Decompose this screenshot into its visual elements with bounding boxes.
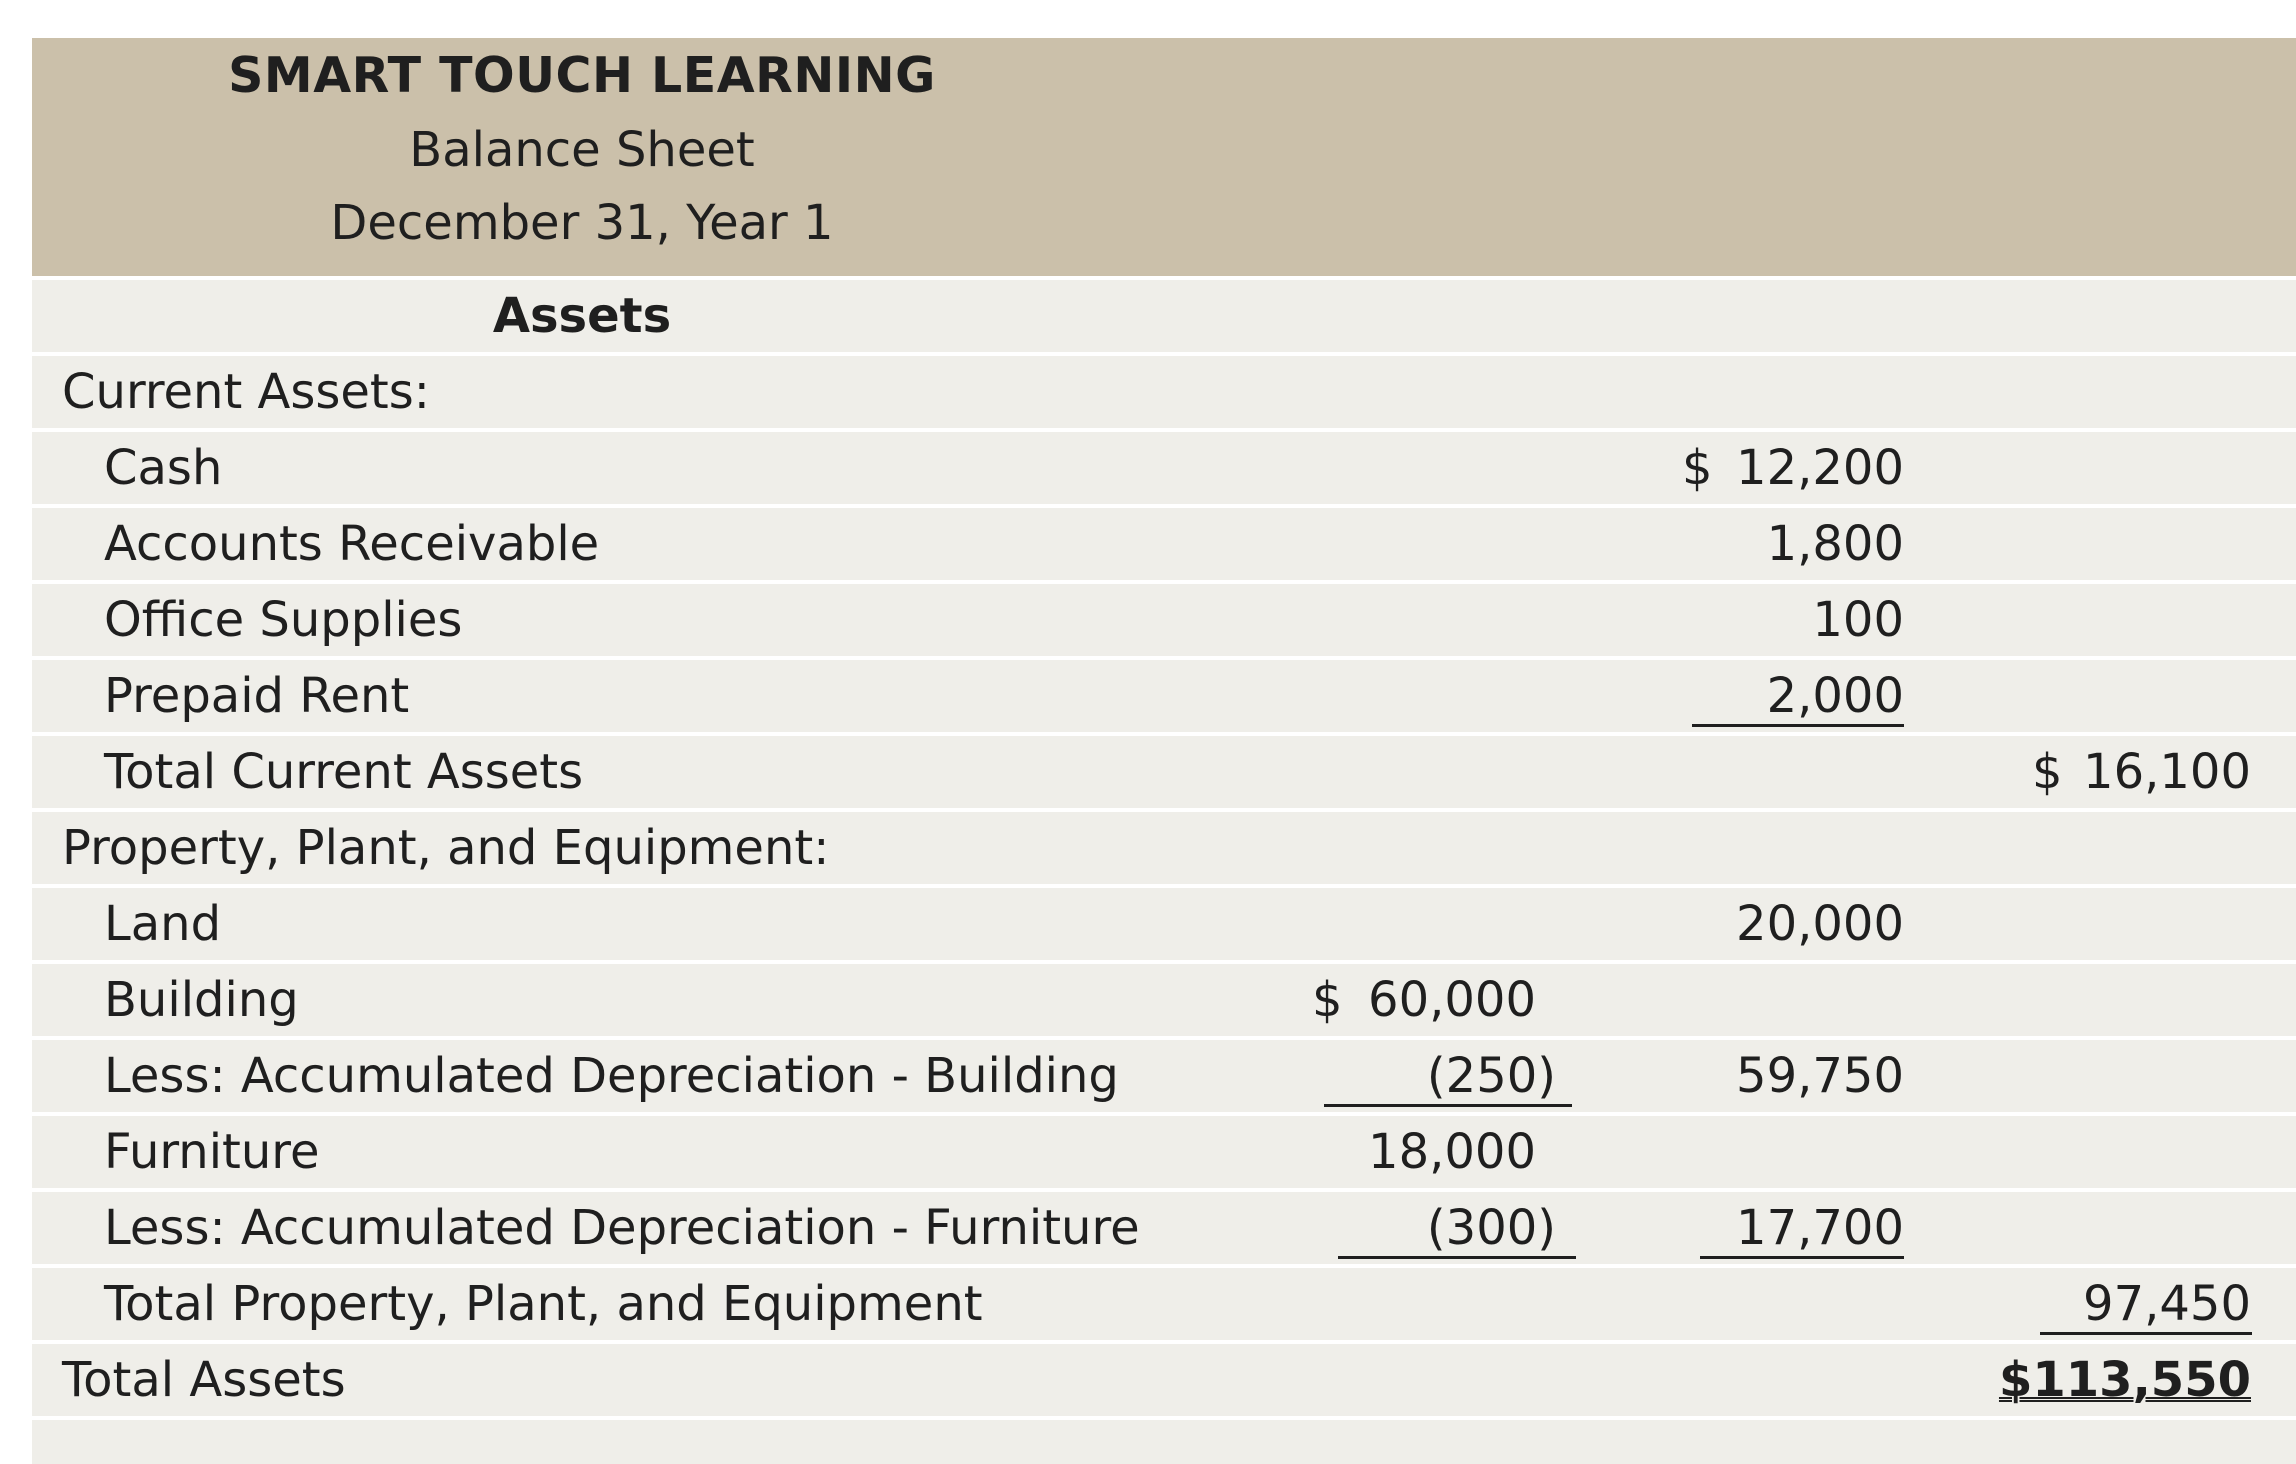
accum-furniture-amount: (300) — [1426, 1200, 1556, 1256]
building-net-amount: 59,750 — [1736, 1048, 1904, 1104]
building-amount: 60,000 — [1368, 972, 1536, 1028]
row-empty — [32, 1416, 2296, 1464]
statement-date: December 31, Year 1 — [330, 195, 834, 251]
accum-furniture-underline — [1338, 1256, 1576, 1259]
accum-building-amount: (250) — [1426, 1048, 1556, 1104]
row-land — [32, 884, 2296, 956]
rent-label: Prepaid Rent — [104, 668, 410, 724]
land-label: Land — [104, 896, 222, 952]
statement-title: Balance Sheet — [409, 122, 755, 178]
furniture-net-amount: 17,700 — [1736, 1200, 1904, 1256]
row-accum-dep-furniture — [32, 1188, 2296, 1260]
rent-amount: 2,000 — [1766, 668, 1904, 724]
furniture-net-underline — [1700, 1256, 1904, 1259]
rent-underline — [1692, 724, 1904, 727]
row-accum-dep-building — [32, 1036, 2296, 1108]
accum-building-label: Less: Accumulated Depreciation - Building — [104, 1048, 1119, 1104]
accum-building-underline — [1324, 1104, 1572, 1107]
section-row-assets — [32, 276, 2296, 348]
row-current-assets-heading — [32, 352, 2296, 424]
ar-amount: 1,800 — [1766, 516, 1904, 572]
cash-dollar-sign: $ — [1682, 440, 1713, 496]
accum-furniture-label: Less: Accumulated Depreciation - Furniture — [104, 1200, 1140, 1256]
land-amount: 20,000 — [1736, 896, 1904, 952]
company-name: SMART TOUCH LEARNING — [228, 47, 936, 104]
row-building — [32, 960, 2296, 1032]
cash-amount: 12,200 — [1736, 440, 1904, 496]
total-ppe-label: Total Property, Plant, and Equipment — [104, 1276, 983, 1332]
row-total-assets — [32, 1340, 2296, 1412]
row-furniture — [32, 1112, 2296, 1184]
building-label: Building — [104, 972, 299, 1028]
section-title: Assets — [492, 288, 672, 344]
row-ppe-heading — [32, 808, 2296, 880]
supplies-label: Office Supplies — [104, 592, 463, 648]
row-prepaid-rent — [32, 656, 2296, 728]
balance-sheet — [32, 38, 2296, 1464]
total-current-label: Total Current Assets — [104, 744, 584, 800]
statement-header — [32, 38, 2296, 276]
ar-label: Accounts Receivable — [104, 516, 600, 572]
supplies-amount: 100 — [1812, 592, 1904, 648]
total-ppe-amount: 97,450 — [2083, 1276, 2251, 1332]
cash-label: Cash — [104, 440, 223, 496]
current-assets-heading: Current Assets: — [62, 364, 430, 420]
row-office-supplies — [32, 580, 2296, 652]
row-total-ppe — [32, 1264, 2296, 1336]
ppe-heading: Property, Plant, and Equipment: — [62, 820, 830, 876]
building-dollar-sign: $ — [1312, 972, 1343, 1028]
total-assets-amount: $113,550 — [1998, 1352, 2251, 1408]
total-ppe-underline — [2040, 1332, 2252, 1335]
total-current-amount: 16,100 — [2083, 744, 2251, 800]
row-cash — [32, 428, 2296, 500]
total-assets-label: Total Assets — [62, 1352, 346, 1408]
furniture-label: Furniture — [104, 1124, 320, 1180]
furniture-amount: 18,000 — [1368, 1124, 1536, 1180]
row-total-current-assets — [32, 732, 2296, 804]
total-current-dollar-sign: $ — [2032, 744, 2063, 800]
row-accounts-receivable — [32, 504, 2296, 576]
